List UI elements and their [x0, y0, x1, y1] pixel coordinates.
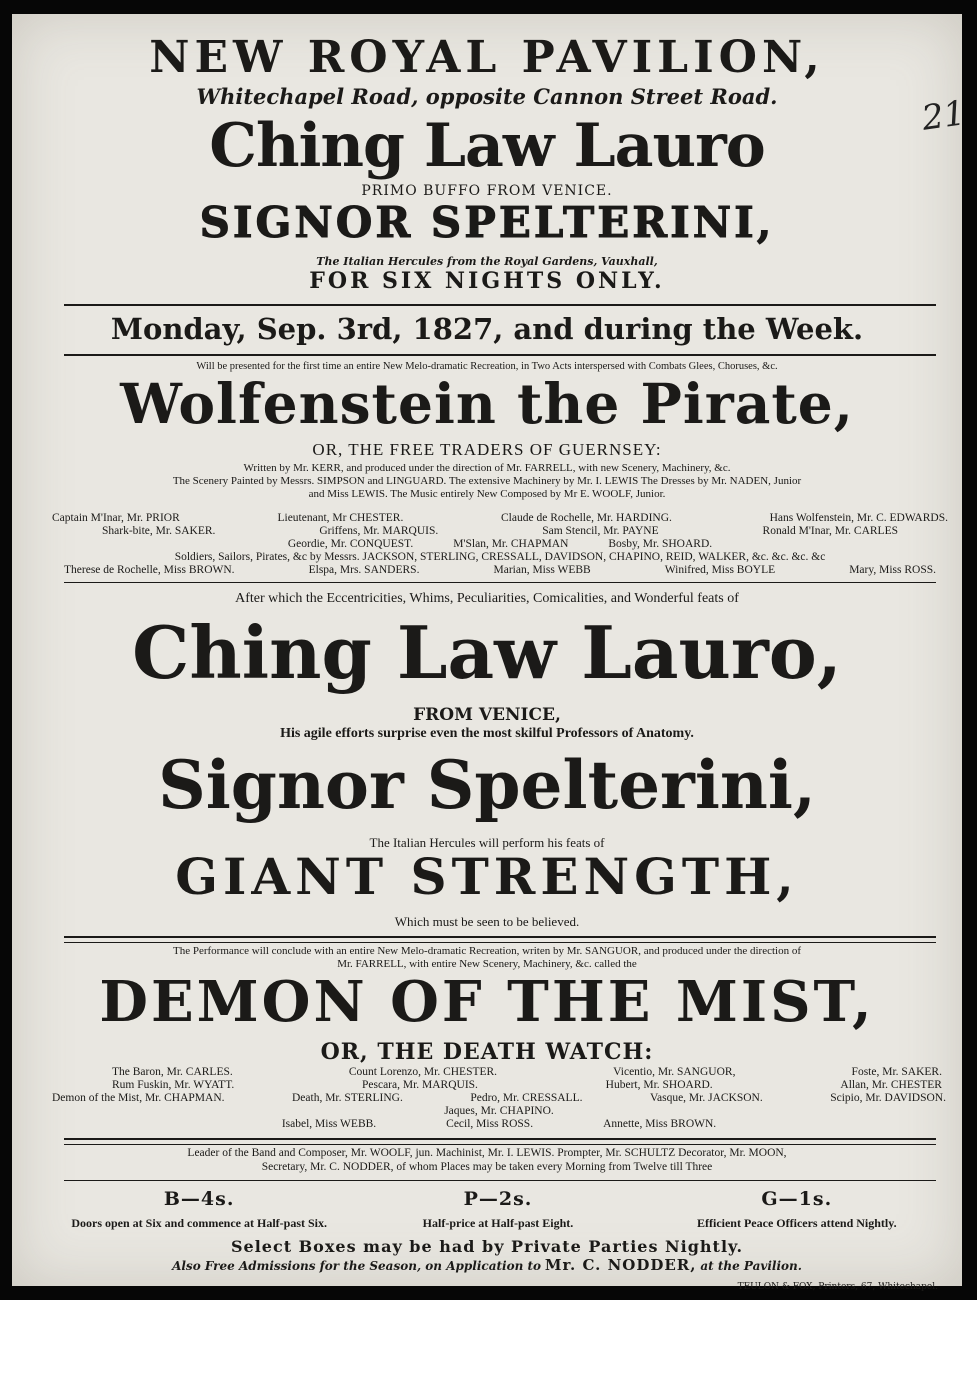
divider: [64, 354, 936, 356]
cast-row: [112, 1079, 942, 1092]
cast-row: [52, 512, 948, 525]
cast-row: [52, 551, 948, 564]
credits-line: The Scenery Painted by Messrs. SIMPSON and LINGUARD. The extensive Machinery by Mr. I. LEWIS The Dresses by Mr. NADEN, Junior: [172, 475, 802, 487]
play-2-subtitle: OR, THE DEATH WATCH:: [320, 1039, 654, 1065]
price-note: Half-price at Half-past Eight.: [422, 1216, 574, 1230]
cast-entry: Allan, Mr. CHESTER: [840, 1079, 942, 1091]
headliner-1-subheading: PRIMO BUFFO FROM VENICE.: [361, 183, 613, 199]
staff-line: Leader of the Band and Composer, Mr. WOOLF, jun. Machinist, Mr. I. LEWIS. Prompter, Mr. SCHULTZ Decorator, Mr. MOON,: [187, 1147, 787, 1159]
credits-line: and Miss LEWIS. The Music entirely New Composed by Mr E. WOOLF, Junior.: [308, 488, 666, 500]
price-label: B—4s.: [163, 1188, 235, 1210]
from-venice: FROM VENICE,: [413, 705, 561, 725]
cast-entry: Demon of the Mist, Mr. CHAPMAN.: [52, 1092, 225, 1104]
cast-entry: Rum Fuskin, Mr. WYATT.: [112, 1079, 235, 1091]
cast-entry: Scipio, Mr. DAVIDSON.: [830, 1092, 946, 1104]
headliner-2-subheading: The Italian Hercules from the Royal Gardens, Vauxhall,: [316, 255, 658, 268]
price-note: Doors open at Six and commence at Half-past Six.: [71, 1216, 328, 1230]
cast-entry: Hans Wolfenstein, Mr. C. EDWARDS.: [769, 512, 948, 524]
cast-entry: Therese de Rochelle, Miss BROWN.: [64, 564, 235, 576]
cast-entry: Shark-bite, Mr. SAKER.: [102, 525, 216, 537]
price-label: G—1s.: [761, 1188, 833, 1210]
run-notice: FOR SIX NIGHTS ONLY.: [309, 268, 665, 294]
cast-entry: Soldiers, Sailors, Pirates, &c by Messrs. JACKSON, STERLING, CRESSALL, DAVIDSON, CHAPINO, REID, WALKER, &c. &c. &c. &c: [174, 551, 826, 563]
cast-entry: Pedro, Mr. CRESSALL.: [470, 1092, 583, 1104]
cast-entry: Foste, Mr. SAKER.: [851, 1066, 942, 1078]
cast-row: [112, 1066, 942, 1079]
play-1-title: Wolfenstein the Pirate,: [120, 371, 854, 436]
cast-entry: Hubert, Mr. SHOARD.: [605, 1079, 713, 1091]
cast-row: [52, 1105, 946, 1118]
cast-entry: Isabel, Miss WEBB.: [281, 1118, 377, 1130]
free-admissions-name: Mr. C. NODDER,: [544, 1256, 697, 1274]
conclude-text: Mr. FARRELL, with entire New Scenery, Machinery, &c. called the: [337, 958, 637, 970]
cast-entry: Cecil, Miss ROSS.: [446, 1118, 534, 1130]
cast-entry: Sam Stencil, Mr. PAYNE: [542, 525, 659, 537]
cast-entry: M'Slan, Mr. CHAPMAN: [453, 538, 569, 550]
cast-list-1: [52, 512, 948, 577]
cast-entry: Griffens, Mr. MARQUIS.: [319, 525, 439, 537]
play-1-subtitle: OR, THE FREE TRADERS OF GUERNSEY:: [312, 440, 662, 459]
cast-entry: The Baron, Mr. CARLES.: [112, 1066, 233, 1078]
headliner-2-heading: SIGNOR SPELTERINI,: [199, 198, 775, 247]
playbill: [12, 14, 968, 1292]
cast-list-2b: [52, 1092, 946, 1131]
cast-entry: Marian, Miss WEBB: [493, 564, 591, 576]
divider: [64, 304, 936, 306]
cast-row: [52, 1118, 946, 1131]
venue-title: NEW ROYAL PAVILION,: [149, 32, 825, 83]
cast-entry: Count Lorenzo, Mr. CHESTER.: [348, 1066, 498, 1078]
giant-strength: GIANT STRENGTH,: [175, 847, 799, 906]
free-admissions-text: Also Free Admissions for the Season, on Application to: [172, 1259, 542, 1273]
cast-entry: Death, Mr. STERLING.: [292, 1092, 403, 1104]
price-note: Efficient Peace Officers attend Nightly.: [696, 1216, 897, 1230]
price-gallery: [650, 1188, 944, 1231]
cast-entry: Captain M'Inar, Mr. PRIOR: [52, 512, 180, 524]
date-line: Monday, Sep. 3rd, 1827, and during the Week.: [110, 312, 864, 346]
price-list: [52, 1188, 944, 1231]
free-admissions: [12, 1258, 962, 1273]
cast-row: [52, 538, 948, 551]
cast-entry: Claude de Rochelle, Mr. HARDING.: [501, 512, 672, 524]
cast-entry: Vasque, Mr. JACKSON.: [649, 1092, 763, 1104]
headliner-1-heading: Ching Law Lauro: [209, 111, 765, 181]
after-which-text: After which the Eccentricities, Whims, Peculiarities, Comicalities, and Wonderful feats of: [235, 591, 739, 606]
free-admissions-text: at the Pavilion.: [700, 1259, 802, 1273]
headliner-1-big: Ching Law Lauro,: [132, 610, 842, 695]
handwritten-number: 21: [919, 93, 968, 139]
cast-entry: Geordie, Mr. CONQUEST.: [287, 538, 414, 550]
cast-entry: Ronald M'Inar, Mr. CARLES: [762, 525, 898, 537]
printer-imprint: TEULON & FOX, Printers, 67, Whitechapel.: [737, 1282, 938, 1292]
cast-entry: Vicentio, Mr. SANGUOR,: [613, 1066, 736, 1078]
staff-line: Secretary, Mr. C. NODDER, of whom Places may be taken every Morning from Twelve till Three: [261, 1161, 713, 1173]
divider: [64, 582, 936, 583]
cast-row: [52, 525, 948, 538]
cast-entry: Winifred, Miss BOYLE: [664, 564, 776, 576]
cast-entry: Annette, Miss BROWN.: [603, 1118, 717, 1130]
cast-entry: Pescara, Mr. MARQUIS.: [361, 1079, 478, 1091]
cast-entry: Bosby, Mr. SHOARD.: [608, 538, 713, 550]
hercules-text: The Italian Hercules will perform his feats of: [369, 835, 605, 850]
cast-entry: Jaques, Mr. CHAPINO.: [444, 1105, 554, 1117]
believed-text: Which must be seen to be believed.: [394, 914, 580, 929]
cast-entry: Lieutenant, Mr CHESTER.: [277, 512, 404, 524]
select-boxes: Select Boxes may be had by Private Parties Nightly.: [230, 1237, 744, 1256]
conclude-text: The Performance will conclude with an entire New Melo-dramatic Recreation, writen by Mr. SANGUOR, and produced under the direction of: [172, 945, 802, 957]
divider: [64, 1138, 936, 1145]
price-pit: [351, 1188, 645, 1231]
cast-entry: Elspa, Mrs. SANDERS.: [308, 564, 420, 576]
cast-row: [52, 1092, 946, 1105]
price-label: P—2s.: [463, 1188, 533, 1210]
cast-list-2: [112, 1066, 942, 1092]
intro-text: Will be presented for the first time an entire New Melo-dramatic Recreation, in Two Acts interspersed with Combats Glees, Choruses, &c.: [196, 361, 778, 372]
play-2-title: DEMON OF THE MIST,: [99, 969, 875, 1035]
agile-text: His agile efforts surprise even the most skilful Professors of Anatomy.: [280, 726, 694, 741]
price-boxes: [52, 1188, 346, 1231]
credits-line: Written by Mr. KERR, and produced under the direction of Mr. FARRELL, with new Scenery, Machinery, &c.: [243, 462, 731, 474]
headliner-2-big: Signor Spelterini,: [158, 746, 816, 824]
divider: [64, 1180, 936, 1181]
venue-address: Whitechapel Road, opposite Cannon Street Road.: [196, 84, 778, 109]
divider: [64, 936, 936, 943]
cast-row: [52, 564, 948, 577]
cast-entry: Mary, Miss ROSS.: [849, 564, 936, 576]
